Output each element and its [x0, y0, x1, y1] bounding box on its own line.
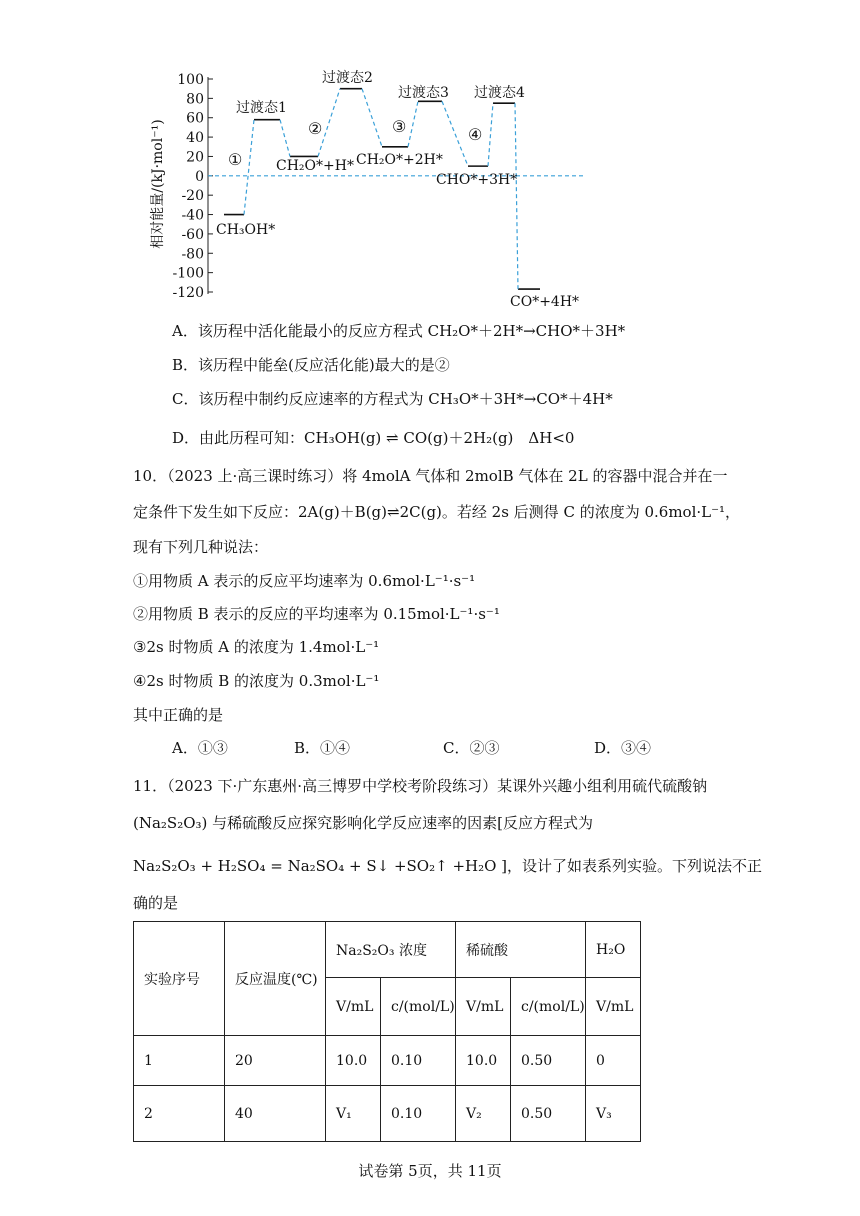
y-tick-label: -100 — [172, 265, 204, 282]
header-na2s2o3: Na₂S₂O₃ 浓度 — [326, 922, 456, 978]
q9-option-d: D．由此历程可知：CH₃OH(g) ⇌ CO(g)＋2H₂(g) ΔH<0 — [172, 429, 575, 447]
table-row — [134, 1086, 641, 1142]
label-s1: CH₃OH* — [216, 222, 276, 238]
energy-connector — [488, 103, 493, 166]
q11-line-1: 11．（2023 下·广东惠州·高三博罗中学校考阶段练习）某课外兴趣小组利用硫代硫酸钠 — [133, 777, 708, 795]
y-tick-label: -40 — [181, 207, 204, 224]
q10-line-2: 定条件下发生如下反应：2A(g)＋B(g)⇌2C(g)。若经 2s 后测得 C 的浓度为 0.6mol·L⁻¹， — [133, 503, 741, 521]
energy-connector — [515, 103, 518, 289]
header-acid: 稀硫酸 — [456, 922, 586, 978]
q10-statement-4: ④2s 时物质 B 的浓度为 0.3mol·L⁻¹ — [133, 672, 380, 690]
label-step1: ① — [228, 150, 243, 169]
y-tick-label: 40 — [186, 130, 204, 147]
label-s4: CHO*+3H* — [436, 172, 518, 188]
subheader-cell: V/mL — [586, 978, 641, 1036]
y-tick-label: 60 — [186, 110, 204, 127]
label-step2: ② — [308, 119, 323, 138]
table-cell: V₃ — [586, 1086, 641, 1142]
y-tick-label: -80 — [181, 246, 204, 263]
label-s3: CH₂O*+2H* — [356, 152, 443, 168]
q9-option-a: A．该历程中活化能最小的反应方程式 CH₂O*＋2H*→CHO*＋3H* — [172, 322, 626, 340]
table-header-row — [134, 922, 641, 978]
label-s2: CH₂O*+H* — [276, 158, 354, 174]
y-tick-label: -20 — [181, 188, 204, 205]
y-tick-label: 80 — [186, 91, 204, 108]
q11-line-3: Na₂S₂O₃ + H₂SO₄ = Na₂SO₄ + S↓ +SO₂↑ +H₂O ]，设计了如表系列实验。下列说法不正 — [133, 857, 763, 875]
subheader-cell: V/mL — [326, 978, 381, 1036]
table-cell: 0.10 — [381, 1086, 456, 1142]
q10-line-1: 10．（2023 上·高三课时练习）将 4molA 气体和 2molB 气体在 2L 的容器中混合并在一 — [133, 467, 728, 485]
y-tick-label: 20 — [186, 149, 204, 166]
q10-statement-1: ①用物质 A 表示的反应平均速率为 0.6mol·L⁻¹·s⁻¹ — [133, 572, 476, 590]
y-axis — [173, 72, 213, 301]
label-ts1: 过渡态1 — [236, 100, 287, 116]
energy-levels — [224, 89, 540, 289]
energy-connector — [408, 101, 418, 147]
label-ts4: 过渡态4 — [474, 85, 525, 101]
label-s5: CO*+4H* — [510, 294, 580, 310]
q9-option-b: B．该历程中能垒(反应活化能)最大的是② — [172, 356, 450, 374]
table-cell: 10.0 — [326, 1036, 381, 1086]
subheader-cell: c/(mol/L) — [381, 978, 456, 1036]
energy-connector — [244, 120, 254, 215]
table-cell: 0.50 — [511, 1036, 586, 1086]
energy-connector — [280, 120, 290, 157]
table-cell: 0.10 — [381, 1036, 456, 1086]
y-tick-label: 0 — [195, 168, 204, 185]
q10-ask: 其中正确的是 — [133, 706, 224, 724]
header-water: H₂O — [586, 922, 641, 978]
q10-line-3: 现有下列几种说法： — [133, 538, 269, 556]
q10-statement-3: ③2s 时物质 A 的浓度为 1.4mol·L⁻¹ — [133, 638, 380, 656]
q11-line-2: (Na₂S₂O₃) 与稀硫酸反应探究影响化学反应速率的因素[反应方程式为 — [133, 814, 594, 832]
label-step4: ④ — [468, 125, 483, 144]
q10-option-a: A．①③ — [172, 739, 228, 757]
label-step3: ③ — [392, 117, 407, 136]
table-cell: V₂ — [456, 1086, 511, 1142]
header-exp-no: 实验序号 — [134, 922, 225, 1036]
experiment-table — [133, 921, 641, 1142]
y-axis-label: 相对能量/(kJ·mol⁻¹) — [150, 119, 166, 249]
q10-option-b: B．①④ — [294, 739, 351, 757]
q10-statement-2: ②用物质 B 表示的反应的平均速率为 0.15mol·L⁻¹·s⁻¹ — [133, 605, 500, 623]
table-cell: V₁ — [326, 1086, 381, 1142]
label-ts3: 过渡态3 — [398, 85, 449, 101]
y-tick-label: 100 — [177, 72, 204, 88]
table-row — [134, 1036, 641, 1086]
q9-option-c: C．该历程中制约反应速率的方程式为 CH₃O*＋3H*→CO*＋4H* — [172, 390, 613, 408]
energy-diagram — [140, 62, 600, 310]
label-ts2: 过渡态2 — [322, 70, 373, 86]
table-cell: 1 — [134, 1036, 225, 1086]
header-temp: 反应温度(℃) — [225, 922, 326, 1036]
table-cell: 10.0 — [456, 1036, 511, 1086]
energy-connector — [442, 101, 468, 166]
table-cell: 40 — [225, 1086, 326, 1142]
table-cell: 20 — [225, 1036, 326, 1086]
y-tick-label: -60 — [181, 226, 204, 243]
table-cell: 0.50 — [511, 1086, 586, 1142]
subheader-cell: V/mL — [456, 978, 511, 1036]
q10-option-d: D．③④ — [594, 739, 652, 757]
page-footer: 试卷第 5页，共 11页 — [358, 1162, 502, 1180]
y-tick-label: -120 — [172, 285, 204, 301]
energy-connector — [362, 89, 382, 147]
table-cell: 0 — [586, 1036, 641, 1086]
table-cell: 2 — [134, 1086, 225, 1142]
q10-option-c: C．②③ — [443, 739, 500, 757]
q11-line-4: 确的是 — [133, 894, 179, 912]
subheader-cell: c/(mol/L) — [511, 978, 586, 1036]
